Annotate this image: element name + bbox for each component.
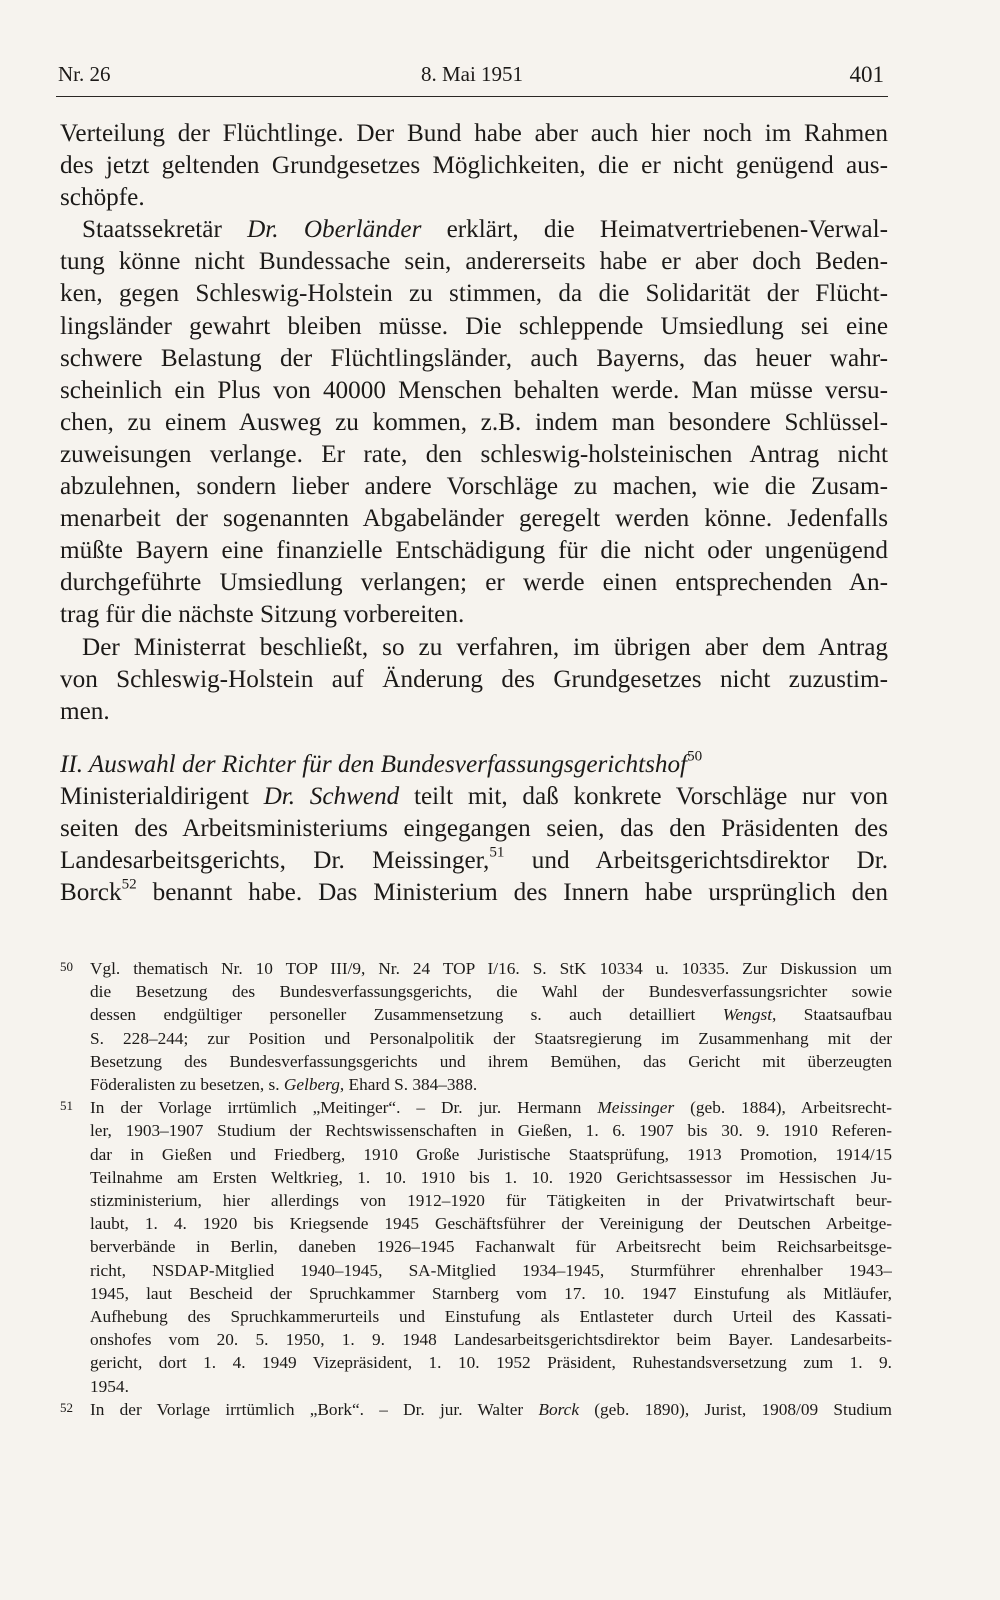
text-line: Der Ministerrat beschließt, so zu verfahren, im übrigen aber dem Antrag [82, 633, 888, 661]
issue-number: Nr. 26 [58, 62, 111, 86]
text-line: men. [60, 697, 110, 725]
text-line: von Schleswig-Holstein auf Änderung des Grundgesetzes nicht zuzustim- [60, 665, 888, 693]
footnote-line: Aufhebung des Spruchkammerurteils und Einstufung als Entlasteter durch Urteil des Kassati- [90, 1307, 892, 1327]
footnote-line: Vgl. thematisch Nr. 10 TOP III/9, Nr. 24 TOP I/16. S. StK 10334 u. 10335. Zur Diskussion um [90, 959, 892, 978]
text-line: zuweisungen verlange. Er rate, den schleswig-holsteinischen Antrag nicht [60, 440, 888, 468]
text-line: abzulehnen, sondern lieber andere Vorschläge zu machen, wie die Zusam- [60, 473, 888, 501]
footnote-line: Besetzung des Bundesverfassungsgerichts und ihrem Bemühen, das Gericht mit überzeugten [90, 1051, 892, 1071]
footnote-number: 52 [60, 1399, 73, 1415]
text-line: seiten des Arbeitsministeriums eingegangen seien, das den Präsidenten des [60, 814, 888, 842]
paragraph [60, 632, 888, 728]
text-line: lingsländer gewahrt bleiben müsse. Die schleppende Umsiedlung sei eine [60, 312, 888, 340]
text-line: durchgeführte Umsiedlung verlangen; er werde einen entsprechenden An- [60, 569, 888, 597]
footnote-line: onshofes vom 20. 5. 1950, 1. 9. 1948 Landesarbeitsgerichtsdirektor beim Bayer. Landesarbeits- [90, 1330, 892, 1350]
footnote-line: In der Vorlage irrtümlich „Meitinger“. – Dr. jur. Hermann Meissinger (geb. 1884), Arbeitsrecht- [90, 1098, 892, 1118]
running-header [56, 60, 888, 97]
paragraph [60, 214, 888, 631]
footnote-line: Föderalisten zu besetzen, s. Gelberg, Ehard S. 384–388. [90, 1075, 478, 1095]
text-line: des jetzt geltenden Grundgesetzes Möglichkeiten, die er nicht genügend aus- [60, 152, 888, 180]
footnote-50 [60, 957, 892, 1096]
person-name: Dr. Oberländer [247, 216, 422, 244]
footnote-52 [60, 1398, 892, 1421]
text-line: schwere Belastung der Flüchtlingsländer, auch Bayerns, das heuer wahr- [60, 344, 888, 372]
footnote-line: stizministerium, hier allerdings von 1912–1920 für Tätigkeiten in der Privatwirtschaft beur- [90, 1191, 892, 1211]
text-line: müßte Bayern eine finanzielle Entschädigung für die nicht oder ungenügend [60, 537, 888, 565]
footnote-ref: 51 [489, 845, 505, 861]
footnotes [60, 957, 892, 1421]
footnote-line: ler, 1903–1907 Studium der Rechtswissenschaften in Gießen, 1. 6. 1907 bis 30. 9. 1910 Referen- [90, 1121, 892, 1141]
footnote-ref: 50 [687, 748, 703, 765]
footnote-line: die Besetzung des Bundesverfassungsgerichts, die Wahl der Bundesverfassungsrichter sowie [90, 982, 892, 1002]
text-line: menarbeit der sogenannten Abgabeländer geregelt werden könne. Jedenfalls [60, 505, 888, 533]
person-name: Dr. Schwend [263, 782, 400, 810]
footnote-line: richt, NSDAP-Mitglied 1940–1945, SA-Mitglied 1934–1945, Sturmführer ehrenhalber 1943– [90, 1260, 892, 1280]
section-title: II. Auswahl der Richter für den Bundesverfassungsgerichtshof [60, 750, 688, 778]
footnote-number: 51 [60, 1098, 73, 1114]
footnote-line: dessen endgültiger personeller Zusammensetzung s. auch detailliert Wengst, Staatsaufbau [90, 1005, 892, 1025]
paragraph [60, 118, 888, 214]
person-name: Meissinger [597, 1098, 675, 1118]
footnote-ref: 52 [121, 877, 137, 893]
text-line: trag für die nächste Sitzung vorbereiten. [60, 601, 465, 629]
text-line: Ministerialdirigent Dr. Schwend teilt mit, daß konkrete Vorschläge nur von [60, 782, 888, 810]
text-line: Staatssekretär Dr. Oberländer erklärt, die Heimatvertriebenen-Verwal- [82, 216, 888, 244]
page-number: 401 [849, 62, 884, 87]
footnote-line: 1954. [90, 1376, 129, 1396]
main-text [60, 118, 888, 909]
text-line: chen, zu einem Ausweg zu kommen, z.B. indem man besondere Schlüssel- [60, 408, 888, 436]
footnote-line: berverbände in Berlin, daneben 1926–1945 Fachanwalt für Arbeitsrecht beim Reichsarbeitsge- [90, 1237, 892, 1257]
text-line: schöpfe. [60, 184, 145, 212]
text-line: tung könne nicht Bundessache sein, andererseits habe er aber doch Beden- [60, 248, 888, 276]
footnote-line: laubt, 1. 4. 1920 bis Kriegsende 1945 Geschäftsführer der Vereinigung der Deutschen Arbeitge- [90, 1214, 892, 1234]
footnote-line: dar in Gießen und Friedberg, 1910 Große Juristische Staatsprüfung, 1913 Promotion, 1914/15 [90, 1144, 892, 1164]
footnote-line: S. 228–244; zur Position und Personalpolitik der Staatsregierung im Zusammenhang mit der [90, 1028, 892, 1048]
text-line: scheinlich ein Plus von 40000 Menschen behalten werde. Man müsse versu- [60, 376, 888, 404]
footnote-number: 50 [60, 959, 73, 974]
footnote-51 [60, 1096, 892, 1398]
footnote-line: Teilnahme am Ersten Weltkrieg, 1. 10. 1910 bis 1. 10. 1920 Gerichtsassessor im Hessischen Ju- [90, 1167, 892, 1187]
header-date: 8. Mai 1951 [420, 62, 524, 86]
footnote-line: gericht, dort 1. 4. 1949 Vizepräsident, 1. 10. 1952 Präsident, Ruhestandsversetzung zum 1. 9. [90, 1353, 892, 1373]
paragraph [60, 781, 888, 909]
text-line: Landesarbeitsgerichts, Dr. Meissinger,$^{51}$ und Arbeitsgerichtsdirektor Dr. [60, 845, 888, 875]
person-name: Borck [538, 1399, 580, 1419]
text-line: Borck$^{52}$ benannt habe. Das Ministerium des Innern habe ursprünglich den [60, 877, 888, 907]
text-line: Verteilung der Flüchtlinge. Der Bund habe aber auch hier noch im Rahmen [60, 120, 888, 147]
footnote-line: In der Vorlage irrtümlich „Bork“. – Dr. jur. Walter Borck (geb. 1890), Jurist, 1908/09 Studium [90, 1399, 892, 1419]
author-name: Gelberg [283, 1075, 340, 1095]
section-heading [60, 749, 888, 781]
text-line: ken, gegen Schleswig-Holstein zu stimmen, da die Solidarität der Flücht- [60, 280, 888, 308]
footnote-line: 1945, laut Bescheid der Spruchkammer Starnberg vom 17. 10. 1947 Einstufung als Mitläufer, [90, 1283, 892, 1303]
author-name: Wengst [722, 1005, 772, 1025]
